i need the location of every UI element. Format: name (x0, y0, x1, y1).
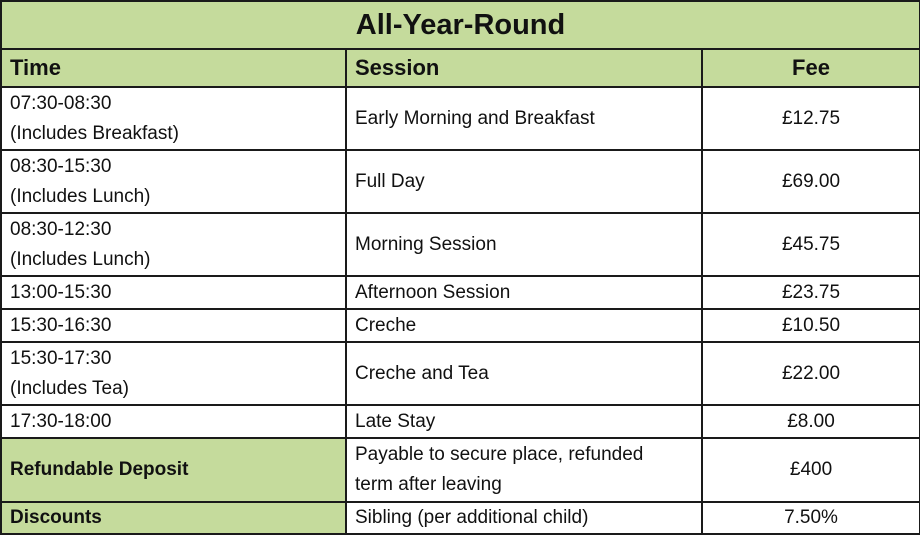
table-row (1, 342, 920, 405)
time-note: (Includes Tea) (10, 377, 129, 399)
fee-cell: £69.00 (702, 150, 920, 213)
discounts-row (1, 502, 920, 534)
column-header-fee: Fee (702, 49, 920, 87)
deposit-description-line: Payable to secure place, refunded (355, 444, 644, 465)
time-range: 08:30-15:30 (10, 155, 112, 177)
time-cell (1, 150, 346, 213)
deposit-description (346, 438, 702, 502)
time-note: (Includes Lunch) (10, 248, 151, 270)
table-row (1, 150, 920, 213)
discounts-description: Sibling (per additional child) (346, 502, 702, 534)
time-range: 08:30-12:30 (10, 218, 112, 240)
fee-cell: £8.00 (702, 405, 920, 438)
fee-cell: £22.00 (702, 342, 920, 405)
session-cell: Late Stay (346, 405, 702, 438)
time-cell (1, 87, 346, 150)
time-range: 07:30-08:30 (10, 92, 112, 114)
deposit-label: Refundable Deposit (1, 438, 346, 502)
table-title: All-Year-Round (1, 1, 920, 49)
table-row (1, 276, 920, 309)
time-cell (1, 213, 346, 276)
time-range: 15:30-17:30 (10, 347, 112, 369)
column-header-session: Session (346, 49, 702, 87)
table-row (1, 87, 920, 150)
fee-cell: £12.75 (702, 87, 920, 150)
session-cell: Full Day (346, 150, 702, 213)
table-row (1, 309, 920, 342)
session-cell: Creche and Tea (346, 342, 702, 405)
time-note: (Includes Breakfast) (10, 122, 179, 144)
table-row (1, 213, 920, 276)
deposit-row (1, 438, 920, 502)
table-row (1, 405, 920, 438)
discounts-fee: 7.50% (702, 502, 920, 534)
time-cell: 17:30-18:00 (1, 405, 346, 438)
time-note: (Includes Lunch) (10, 185, 151, 207)
time-cell (1, 342, 346, 405)
time-cell: 15:30-16:30 (1, 309, 346, 342)
fee-cell: £23.75 (702, 276, 920, 309)
session-cell: Early Morning and Breakfast (346, 87, 702, 150)
deposit-description-line: term after leaving (355, 474, 502, 495)
discounts-label: Discounts (1, 502, 346, 534)
fee-cell: £45.75 (702, 213, 920, 276)
session-cell: Morning Session (346, 213, 702, 276)
deposit-fee: £400 (702, 438, 920, 502)
session-cell: Afternoon Session (346, 276, 702, 309)
column-header-time: Time (1, 49, 346, 87)
fee-cell: £10.50 (702, 309, 920, 342)
session-cell: Creche (346, 309, 702, 342)
time-cell: 13:00-15:30 (1, 276, 346, 309)
